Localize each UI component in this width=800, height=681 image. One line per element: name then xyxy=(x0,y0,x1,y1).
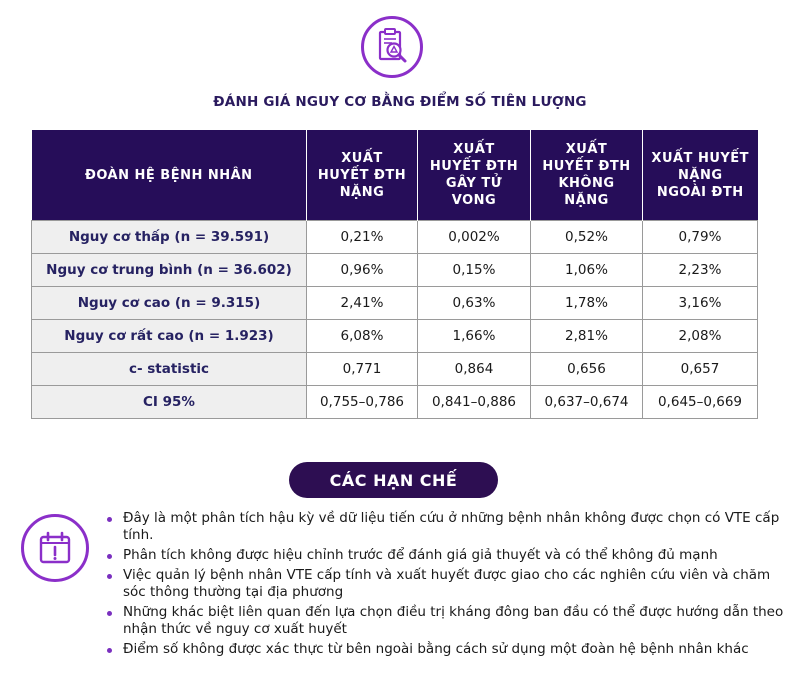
table-cell: 0,002% xyxy=(418,221,531,254)
calendar-icon xyxy=(21,514,89,582)
table-cell: 0,771 xyxy=(307,353,418,386)
column-header-major-non-gi-bleeding: XUẤT HUYẾT NẶNG NGOÀI ĐTH xyxy=(643,130,758,221)
table-cell: 0,52% xyxy=(531,221,643,254)
list-item: Những khác biệt liên quan đến lựa chọn điều trị kháng đông ban đầu có thể được hướng dẫn theo nhận thức về nguy cơ xuất huyết xyxy=(103,604,793,638)
list-item: Đây là một phân tích hậu kỳ về dữ liệu tiến cứu ở những bệnh nhân không được chọn có VTE cấp tính. xyxy=(103,510,793,544)
list-item: Phân tích không được hiệu chỉnh trước để đánh giá giả thuyết và có thể không đủ mạnh xyxy=(103,547,793,564)
table-row xyxy=(32,221,758,254)
table-cell: 0,656 xyxy=(531,353,643,386)
list-item: Điểm số không được xác thực từ bên ngoài bằng cách sử dụng một đoàn hệ bệnh nhân khác xyxy=(103,641,793,658)
table-cell: 2,41% xyxy=(307,287,418,320)
table-cell: 0,96% xyxy=(307,254,418,287)
column-header-nonmajor-gi-bleeding: XUẤT HUYẾT ĐTH KHÔNG NẶNG xyxy=(531,130,643,221)
row-label: Nguy cơ rất cao (n = 1.923) xyxy=(32,320,307,353)
table-row xyxy=(32,254,758,287)
row-label: c- statistic xyxy=(32,353,307,386)
row-label: CI 95% xyxy=(32,386,307,419)
table-row xyxy=(32,386,758,419)
table-cell: 0,841–0,886 xyxy=(418,386,531,419)
table-cell: 0,657 xyxy=(643,353,758,386)
list-item: Việc quản lý bệnh nhân VTE cấp tính và xuất huyết được giao cho các nghiên cứu viên và chăm sóc thông thường tại địa phương xyxy=(103,567,793,601)
row-label: Nguy cơ thấp (n = 39.591) xyxy=(32,221,307,254)
table-row xyxy=(32,353,758,386)
table-cell: 0,755–0,786 xyxy=(307,386,418,419)
table-cell: 0,637–0,674 xyxy=(531,386,643,419)
page-title: ĐÁNH GIÁ NGUY CƠ BẰNG ĐIỂM SỐ TIÊN LƯỢNG xyxy=(213,94,587,110)
limitations-heading: CÁC HẠN CHẾ xyxy=(289,462,498,498)
table-cell: 0,15% xyxy=(418,254,531,287)
table-cell: 1,06% xyxy=(531,254,643,287)
table-cell: 3,16% xyxy=(643,287,758,320)
table-cell: 0,79% xyxy=(643,221,758,254)
table-cell: 0,864 xyxy=(418,353,531,386)
table-cell: 0,21% xyxy=(307,221,418,254)
column-header-major-gi-bleeding: XUẤT HUYẾT ĐTH NẶNG xyxy=(307,130,418,221)
limitations-list xyxy=(103,510,793,661)
clipboard-search-icon xyxy=(361,16,423,78)
column-header-fatal-gi-bleeding: XUẤT HUYẾT ĐTH GÂY TỬ VONG xyxy=(418,130,531,221)
row-label: Nguy cơ cao (n = 9.315) xyxy=(32,287,307,320)
table-cell: 0,63% xyxy=(418,287,531,320)
row-label: Nguy cơ trung bình (n = 36.602) xyxy=(32,254,307,287)
table-cell: 1,66% xyxy=(418,320,531,353)
risk-table xyxy=(31,130,758,419)
column-header-cohort: ĐOÀN HỆ BỆNH NHÂN xyxy=(32,130,307,221)
table-row xyxy=(32,320,758,353)
table-cell: 0,645–0,669 xyxy=(643,386,758,419)
table-cell: 2,81% xyxy=(531,320,643,353)
table-cell: 1,78% xyxy=(531,287,643,320)
table-cell: 6,08% xyxy=(307,320,418,353)
table-cell: 2,08% xyxy=(643,320,758,353)
table-header-row xyxy=(32,130,758,221)
table-row xyxy=(32,287,758,320)
table-cell: 2,23% xyxy=(643,254,758,287)
